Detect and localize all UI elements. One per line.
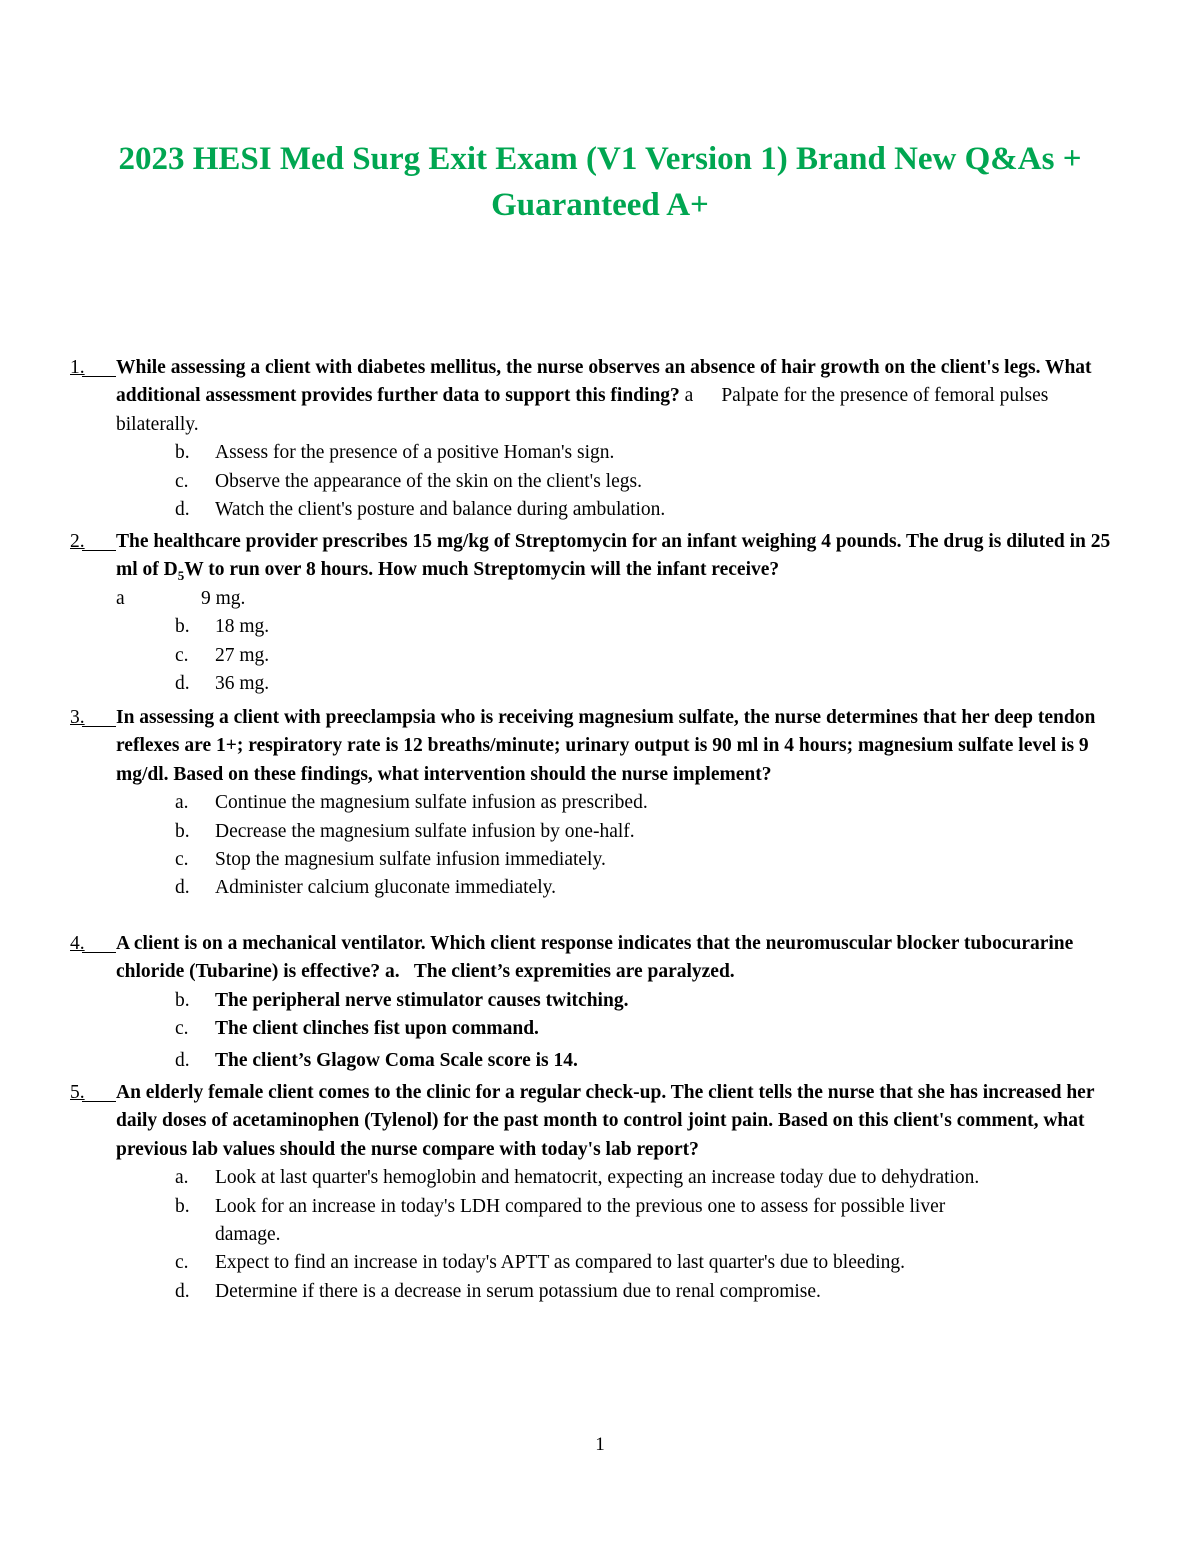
answer-blank (82, 376, 116, 377)
answer-blank (82, 1101, 116, 1102)
option-b: b. 18 mg. (175, 616, 270, 638)
option-c: c. Stop the magnesium sulfate infusion immediately. (175, 849, 606, 871)
option-letter: a. (384, 961, 400, 983)
question-number: 5. (70, 1082, 85, 1103)
question-stem: An elderly female client comes to the clinic for a regular check-up. The client tells the nurse that she has increased her daily doses of acetaminophen (Tylenol) for the past month to control joint pain. Based on this client's comment, what previous lab values should the nurse compare with today's lab report? (116, 1082, 1095, 1160)
page-number: 1 (595, 1434, 605, 1455)
question-stem: The healthcare provider prescribes 15 mg/kg of Streptomycin for an infant weighing 4 pounds. The drug is diluted in 25 ml of $D_5W$ to run over 8 hours. How much Streptomycin will the infant receive? (116, 531, 1111, 584)
question-4 (70, 930, 1130, 1075)
option-a: a. Continue the magnesium sulfate infusion as prescribed. (175, 792, 648, 814)
option-d: d. Determine if there is a decrease in serum potassium due to renal compromise. (175, 1280, 821, 1302)
question-1 (70, 354, 1130, 524)
question-5 (70, 1079, 1130, 1306)
option-d: d. 36 mg. (175, 673, 270, 695)
option-d: d. The client’s Glagow Coma Scale score is 14. (175, 1049, 578, 1071)
question-stem: While assessing a client with diabetes mellitus, the nurse observes an absence of hair growth on the client's legs. What additional assessment provides further data to support this finding? a Palpate for the presence of femoral pulses bilaterally. (116, 357, 1092, 435)
option-a: a 9 mg. (116, 587, 246, 609)
option-b: b. Assess for the presence of a positive Homan's sign. (175, 442, 615, 464)
option-text: The client’s expremities are paralyzed. (413, 961, 735, 983)
question-number: 4. (70, 933, 85, 954)
document-title (0, 136, 1200, 228)
option-letter: a (684, 385, 694, 407)
answer-blank (82, 952, 116, 953)
question-stem: In assessing a client with preeclampsia who is receiving magnesium sulfate, the nurse determines that her deep tendon reflexes are 1+; respiratory rate is 12 breaths/minute; urinary output is 90 ml in 4 hours; magnesium sulfate level is 9 mg/dl. Based on these findings, what intervention should the nurse implement? (116, 707, 1096, 785)
option-d: d. Watch the client's posture and balance during ambulation. (175, 499, 666, 521)
question-2 (70, 528, 1130, 698)
option-d: d. Administer calcium gluconate immediately. (175, 877, 556, 899)
option-text: Palpate for the presence of femoral pulses bilaterally. (116, 385, 1049, 435)
answer-blank (82, 550, 116, 551)
question-number: 1. (70, 357, 85, 378)
question-3 (70, 704, 1130, 903)
option-b: b. Decrease the magnesium sulfate infusion by one-half. (175, 820, 635, 842)
option-b: b. The peripheral nerve stimulator causes twitching. (175, 989, 629, 1011)
option-b: b. Look for an increase in today's LDH compared to the previous one to assess for possible liver damage. (175, 1195, 946, 1246)
option-c: c. 27 mg. (175, 644, 270, 666)
title-line-1: 2023 HESI Med Surg Exit Exam (V1 Version 1) Brand New Q&As + (118, 141, 1082, 177)
title-line-2: Guaranteed A+ (491, 187, 709, 223)
question-number: 3. (70, 707, 85, 728)
question-stem: A client is on a mechanical ventilator. Which client response indicates that the neuromuscular blocker tubocurarine chloride (Tubarine) is effective? a. The client’s expremities are paralyzed. (116, 933, 1074, 983)
answer-blank (82, 726, 116, 727)
option-c: c. Observe the appearance of the skin on the client's legs. (175, 470, 642, 492)
option-a: a. Look at last quarter's hemoglobin and hematocrit, expecting an increase today due to dehydration. (175, 1167, 980, 1189)
question-number: 2. (70, 531, 85, 552)
option-c: c. Expect to find an increase in today's APTT as compared to last quarter's due to bleeding. (175, 1252, 906, 1274)
option-c: c. The client clinches fist upon command. (175, 1018, 539, 1040)
